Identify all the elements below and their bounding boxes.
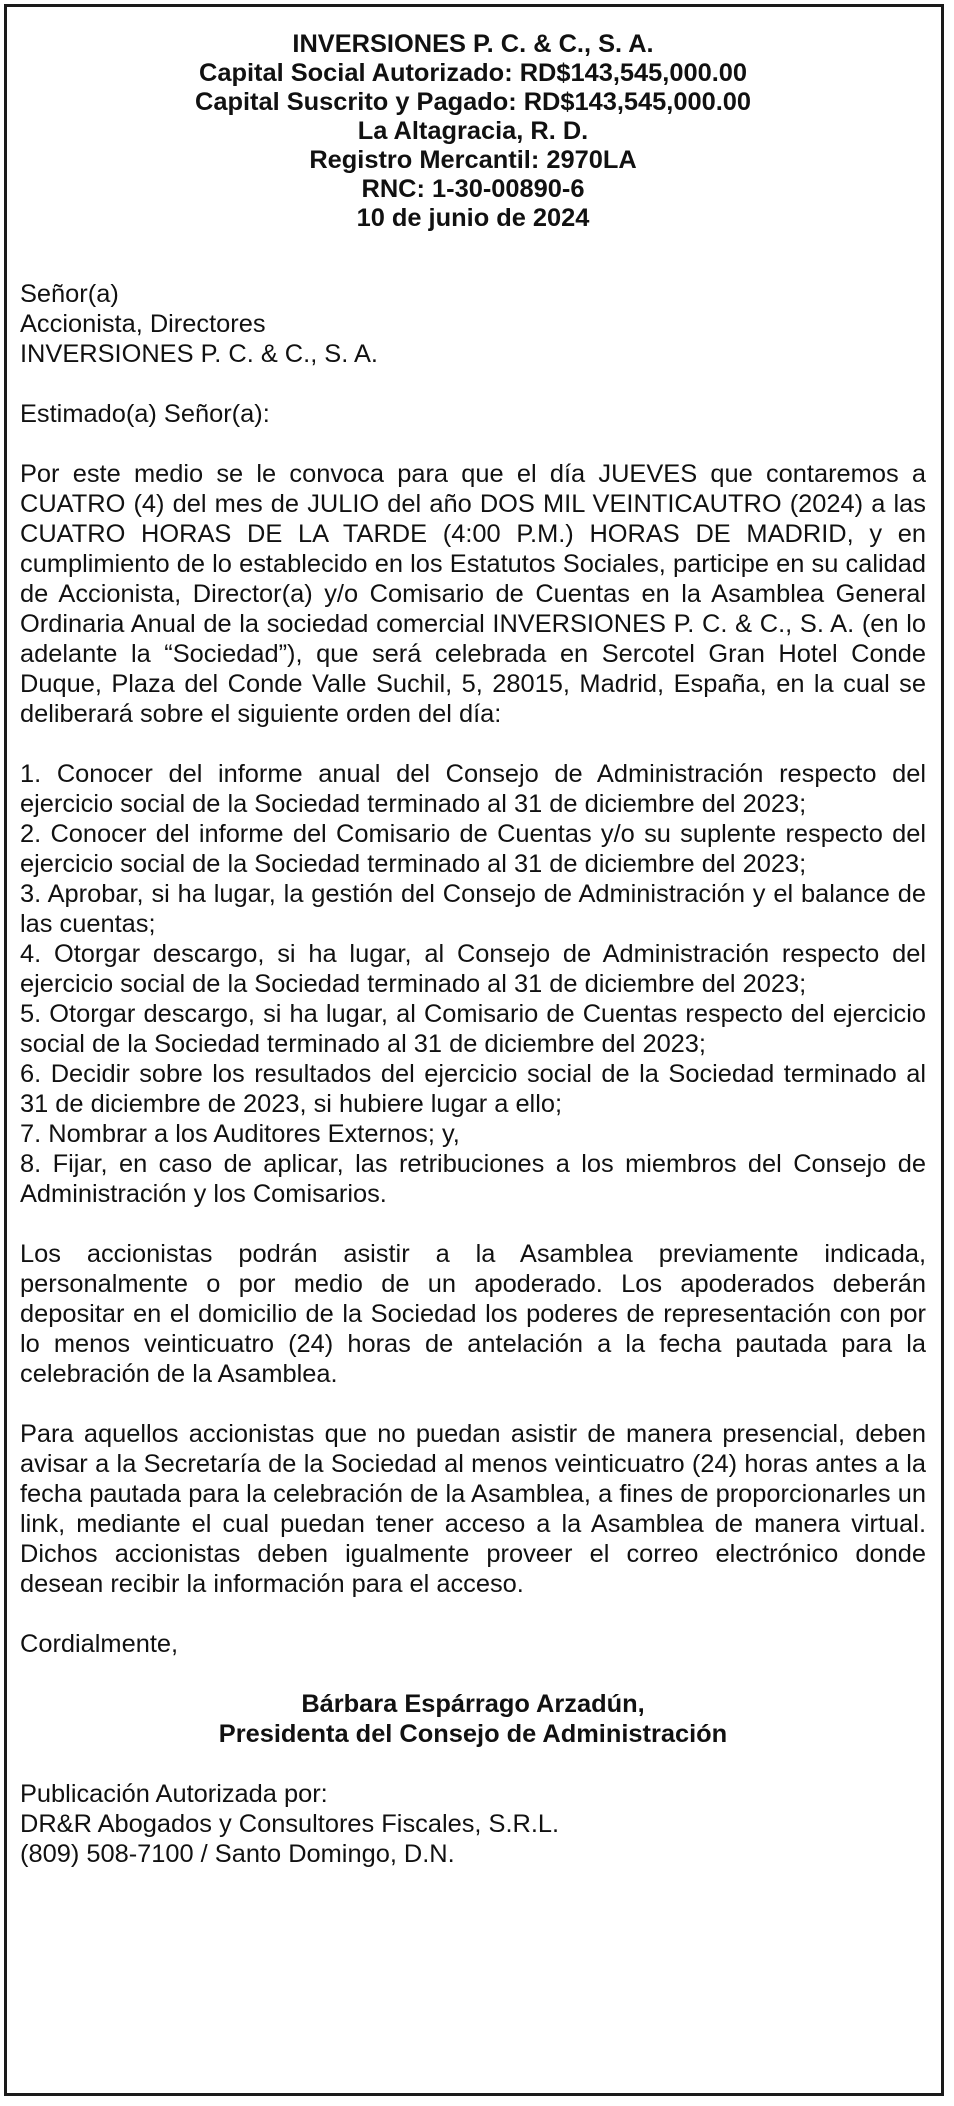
publication-line-2: DR&R Abogados y Consultores Fiscales, S.R.L. xyxy=(20,1810,560,1838)
capital-suscrito: Capital Suscrito y Pagado: RD$143,545,000.00 xyxy=(194,88,752,116)
agenda-item-3: 3. Aprobar, si ha lugar, la gestión del Consejo de Administración y el balance de las cuentas; xyxy=(20,880,926,938)
addressee-line-3: INVERSIONES P. C. & C., S. A. xyxy=(20,340,378,368)
notice-header xyxy=(20,30,926,233)
agenda-item-8: 8. Fijar, en caso de aplicar, las retribuciones a los miembros del Consejo de Administración y los Comisarios. xyxy=(20,1150,926,1208)
agenda-item-7: 7. Nombrar a los Auditores Externos; y, xyxy=(20,1120,460,1148)
rnc-number: RNC: 1-30-00890-6 xyxy=(361,175,585,203)
agenda-item-6: 6. Decidir sobre los resultados del ejercicio social de la Sociedad terminado al 31 de diciembre de 2023, si hubiere lugar a ello; xyxy=(20,1060,926,1118)
attendance-paragraph: Los accionistas podrán asistir a la Asamblea previamente indicada, personalmente o por medio de un apoderado. Los apoderados deberán depositar en el domicilio de la Sociedad los poderes de representación con por lo menos veinticuatro (24) horas de antelación a la fecha pautada para la celebración de la Asamblea. xyxy=(20,1240,926,1388)
agenda-item-4: 4. Otorgar descargo, si ha lugar, al Consejo de Administración respecto del ejercicio social de la Sociedad terminado al 31 de diciembre del 2023; xyxy=(20,940,926,998)
closing: Cordialmente, xyxy=(20,1630,179,1658)
registro-mercantil: Registro Mercantil: 2970LA xyxy=(309,146,637,174)
virtual-attendance-paragraph: Para aquellos accionistas que no puedan asistir de manera presencial, deben avisar a la Secretaría de la Sociedad al menos veinticuatro (24) horas antes a la fecha pautada para la celebración de la Asamblea, a fines de proporcionarles un link, mediante el cual puedan tener acceso a la Asamblea de manera virtual. Dichos accionistas deben igualmente proveer el correo electrónico donde desean recibir la información para el acceso. xyxy=(20,1420,926,1598)
addressee-line-2: Accionista, Directores xyxy=(20,310,266,338)
notice-date: 10 de junio de 2024 xyxy=(356,204,590,232)
publication-line-1: Publicación Autorizada por: xyxy=(20,1780,328,1808)
agenda-item-5: 5. Otorgar descargo, si ha lugar, al Comisario de Cuentas respecto del ejercicio social de la Sociedad terminado al 31 de diciembre del 2023; xyxy=(20,1000,926,1058)
agenda-item-2: 2. Conocer del informe del Comisario de Cuentas y/o su suplente respecto del ejercicio social de la Sociedad terminado al 31 de diciembre del 2023; xyxy=(20,820,926,878)
company-location: La Altagracia, R. D. xyxy=(357,117,589,145)
intro-paragraph: Por este medio se le convoca para que el día JUEVES que contaremos a CUATRO (4) del mes de JULIO del año DOS MIL VEINTICAUTRO (2024) a las CUATRO HORAS DE LA TARDE (4:00 P.M.) HORAS DE MADRID, y en cumplimiento de lo establecido en los Estatutos Sociales, participe en su calidad de Accionista, Director(a) y/o Comisario de Cuentas en la Asamblea General Ordinaria Anual de la sociedad comercial INVERSIONES P. C. & C., S. A. (en lo adelante la “Sociedad”), que será celebrada en Sercotel Gran Hotel Conde Duque, Plaza del Conde Valle Suchil, 5, 28015, Madrid, España, en la cual se deliberará sobre el siguiente orden del día: xyxy=(20,460,926,728)
signature-block xyxy=(20,1689,926,1749)
publication-line-3: (809) 508-7100 / Santo Domingo, D.N. xyxy=(20,1840,455,1868)
notice-content xyxy=(20,30,926,1869)
company-name: INVERSIONES P. C. & C., S. A. xyxy=(292,30,654,58)
salutation: Estimado(a) Señor(a): xyxy=(20,400,270,428)
agenda-item-1: 1. Conocer del informe anual del Consejo de Administración respecto del ejercicio social de la Sociedad terminado al 31 de diciembre del 2023; xyxy=(20,760,926,818)
capital-autorizado: Capital Social Autorizado: RD$143,545,000.00 xyxy=(199,59,747,87)
signatory-title: Presidenta del Consejo de Administración xyxy=(218,1720,728,1748)
signatory-name: Bárbara Espárrago Arzadún, xyxy=(301,1690,645,1718)
addressee xyxy=(20,279,926,369)
publication-credit xyxy=(20,1779,926,1869)
addressee-line-1: Señor(a) xyxy=(20,280,119,308)
agenda-list xyxy=(20,759,926,1209)
